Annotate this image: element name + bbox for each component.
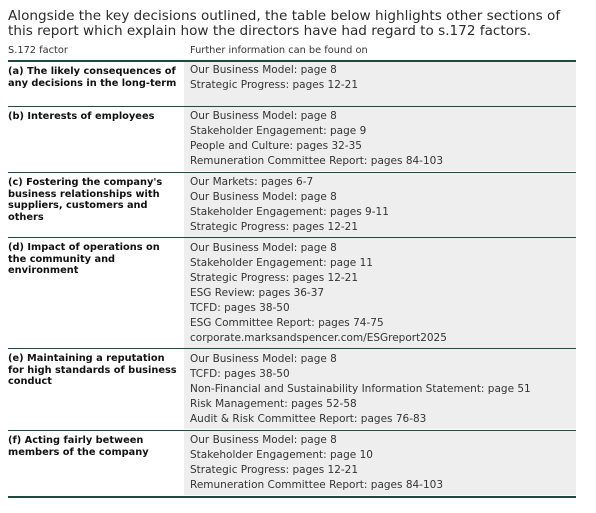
factor-cell: (e) Maintaining a reputation for high standards of business conduct	[8, 353, 177, 387]
info-line: Our Business Model: page 8	[190, 353, 337, 365]
info-line: Remuneration Committee Report: pages 84-103	[190, 479, 444, 491]
info-line: TCFD: pages 38-50	[190, 368, 290, 380]
table-row	[8, 349, 576, 429]
table-row	[8, 62, 576, 106]
info-cell	[184, 107, 576, 171]
info-line: Our Business Model: page 8	[190, 191, 337, 203]
info-line: ESG Review: pages 36-37	[190, 287, 325, 299]
info-cell	[184, 173, 576, 237]
info-line: Strategic Progress: pages 12-21	[190, 79, 359, 91]
info-line: Strategic Progress: pages 12-21	[190, 464, 359, 476]
info-line: Strategic Progress: pages 12-21	[190, 272, 359, 284]
table-header	[8, 45, 576, 59]
table-bottom-rule	[8, 496, 576, 498]
info-cell	[184, 431, 576, 495]
info-line: Our Business Model: page 8	[190, 110, 337, 122]
factor-cell: (f) Acting fairly between members of the company	[8, 435, 149, 458]
factor-cell: (c) Fostering the company's business relationships with suppliers, customers and others	[8, 177, 163, 223]
info-line: Our Markets: pages 6-7	[190, 176, 314, 188]
info-line: Our Business Model: page 8	[190, 242, 337, 254]
info-line: TCFD: pages 38-50	[190, 302, 290, 314]
column-header-factor: S.172 factor	[8, 45, 68, 56]
info-line: Stakeholder Engagement: page 11	[190, 257, 373, 269]
table-row	[8, 173, 576, 237]
info-line: Risk Management: pages 52-58	[190, 398, 357, 410]
info-cell	[184, 62, 576, 106]
factor-cell: (d) Impact of operations on the community and environment	[8, 242, 160, 276]
info-line: Strategic Progress: pages 12-21	[190, 221, 359, 233]
info-cell	[184, 238, 576, 348]
info-line: Our Business Model: page 8	[190, 434, 337, 446]
info-line: Our Business Model: page 8	[190, 64, 337, 76]
info-line: Stakeholder Engagement: page 9	[190, 125, 367, 137]
column-header-info: Further information can be found on	[190, 45, 368, 56]
info-link[interactable]: corporate.marksandspencer.com/ESGreport2025	[190, 332, 447, 344]
table-row	[8, 238, 576, 348]
info-cell	[184, 349, 576, 429]
table-row	[8, 107, 576, 171]
intro-paragraph: Alongside the key decisions outlined, the table below highlights other sections of this report which explain how the directors have had regard to s.172 factors.	[8, 8, 561, 39]
info-line: People and Culture: pages 32-35	[190, 140, 362, 152]
info-line: Audit & Risk Committee Report: pages 76-83	[190, 413, 427, 425]
info-line: Stakeholder Engagement: page 10	[190, 449, 373, 461]
factor-cell: (a) The likely consequences of any decisions in the long-term	[8, 66, 177, 89]
info-line: Remuneration Committee Report: pages 84-103	[190, 155, 444, 167]
factor-cell: (b) Interests of employees	[8, 111, 155, 122]
table-row	[8, 431, 576, 495]
info-line: Stakeholder Engagement: pages 9-11	[190, 206, 389, 218]
info-line: Non-Financial and Sustainability Information Statement: page 51	[190, 383, 531, 395]
info-line: ESG Committee Report: pages 74-75	[190, 317, 384, 329]
